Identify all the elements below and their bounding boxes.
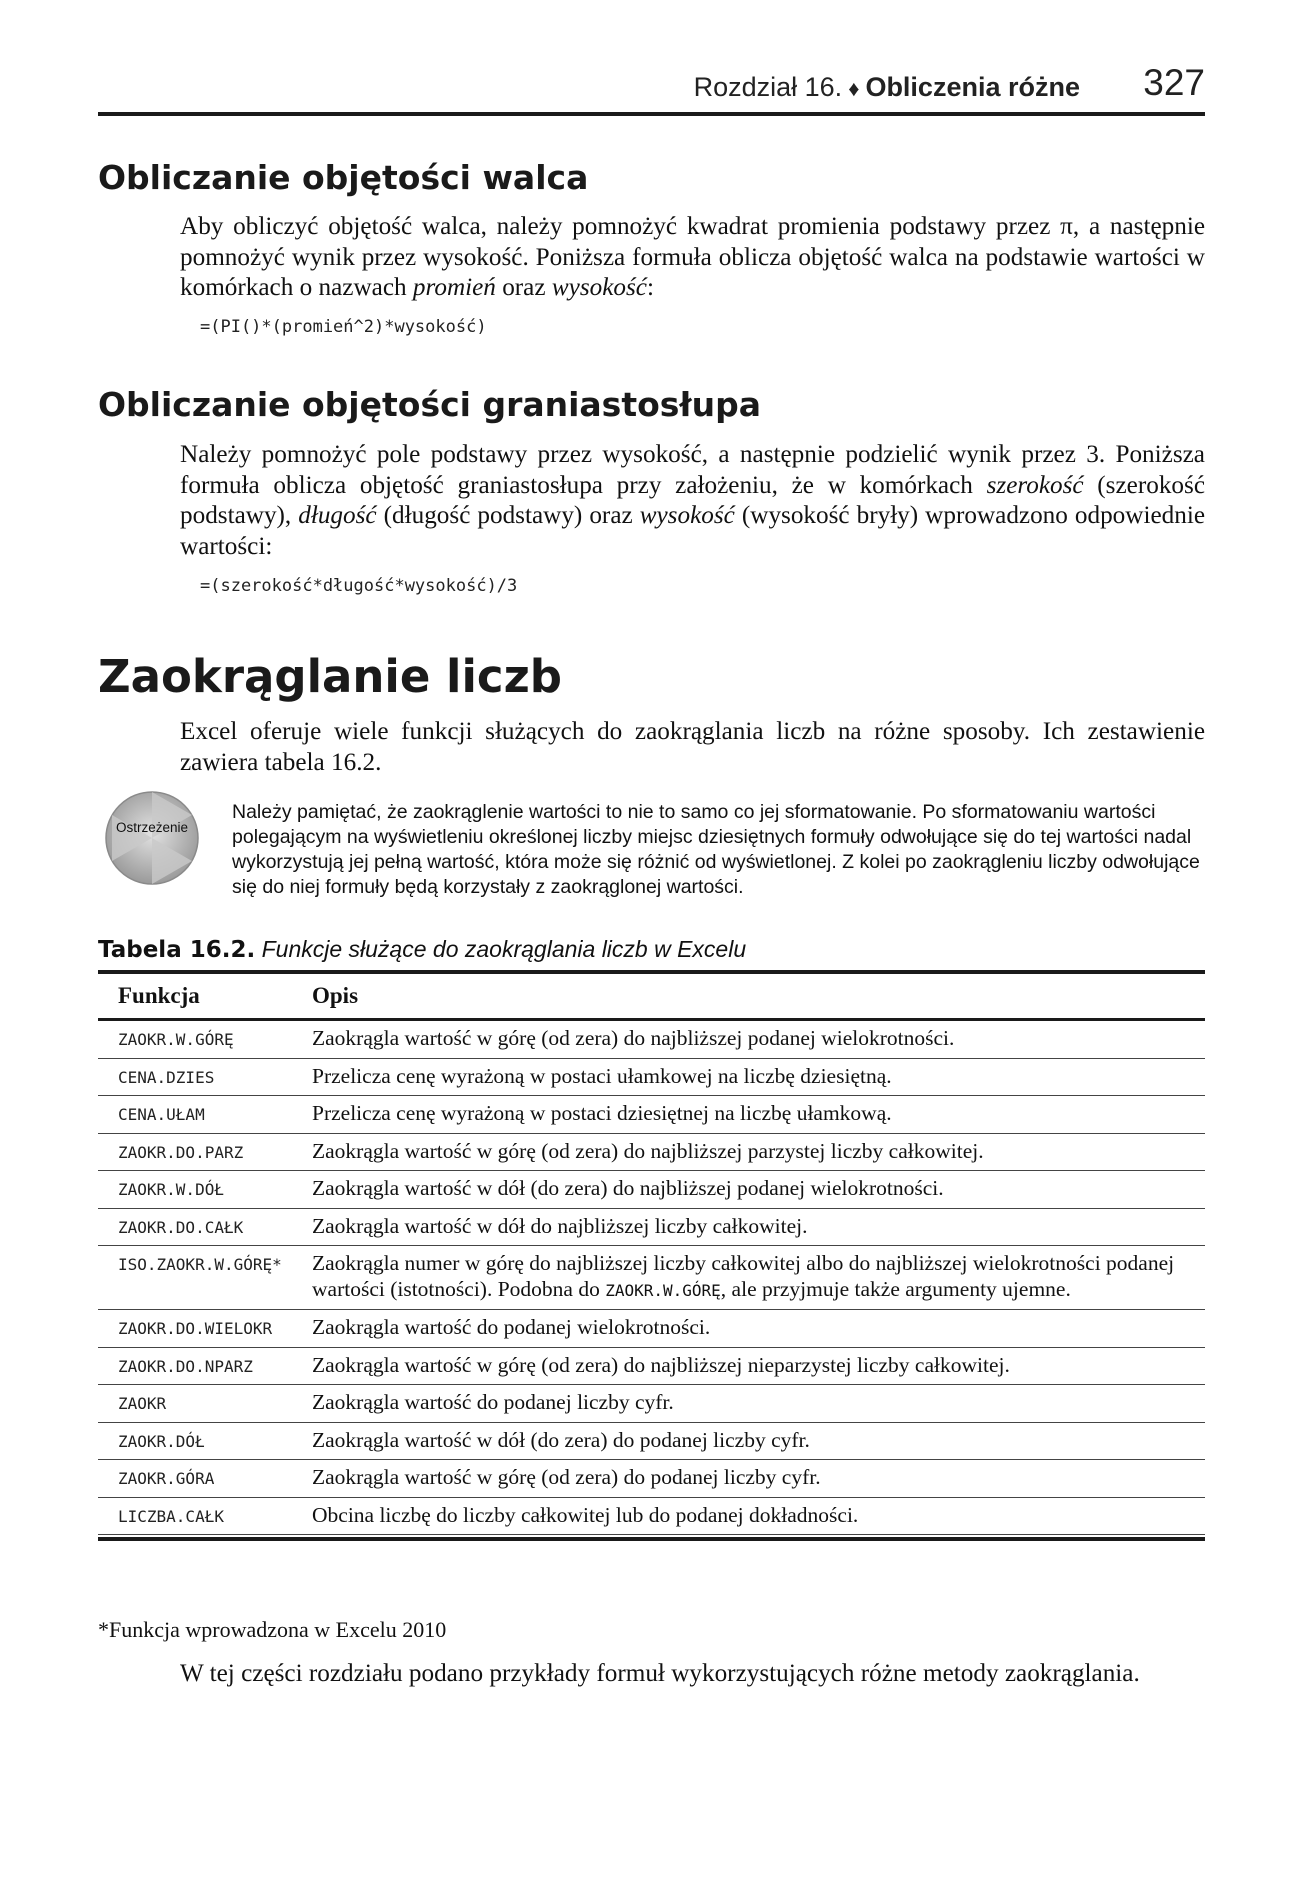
function-name: ZAOKR.DO.PARZ — [118, 1142, 244, 1162]
function-description: Obcina liczbę do liczby całkowitej lub do podanej dokładności. — [312, 1502, 859, 1527]
table-row — [98, 1059, 1205, 1097]
table-row — [98, 1310, 1205, 1348]
table-bottom-rule — [98, 1537, 1205, 1541]
paragraph-prism: Należy pomnożyć pole podstawy przez wysokość, a następnie podzielić wynik przez 3. Poniższa formuła oblicza objętość graniastosłupa przy założeniu, że w komórkach szerokość (szerokość podstawy), długość (długość podstawy) oraz wysokość (wysokość bryły) wprowadzono odpowiednie wartości: — [180, 441, 1205, 560]
term-radius: promień — [412, 274, 496, 301]
function-description: Zaokrągla wartość w dół (do zera) do podanej liczby cyfr. — [312, 1427, 810, 1452]
function-name: ZAOKR.DO.NPARZ — [118, 1356, 253, 1376]
formula-cylinder: =(PI()*(promień^2)*wysokość) — [200, 317, 487, 337]
function-name: CENA.UŁAM — [118, 1105, 205, 1124]
function-description: Zaokrągla numer w górę do najbliższej liczby całkowitej albo do najbliższej wielokrotności podanej wartości (istotności). Podobna do ZAOKR.W.GÓRĘ, ale przyjmuje także argumenty ujemne. — [312, 1251, 1175, 1301]
table-row — [98, 1134, 1205, 1172]
table-caption-text: Funkcje służące do zaokrąglania liczb w Excelu — [261, 936, 747, 962]
function-description: Zaokrągla wartość w górę (od zera) do najbliższej nieparzystej liczby całkowitej. — [312, 1352, 1010, 1377]
inline-function-name: ZAOKR.W.GÓRĘ — [605, 1280, 721, 1300]
warning-icon-label: Ostrzeżenie — [115, 820, 189, 835]
function-name: ZAOKR.DÓŁ — [118, 1431, 205, 1451]
function-name: ZAOKR.GÓRA — [118, 1469, 215, 1488]
function-name: ZAOKR.W.GÓRĘ — [118, 1030, 234, 1049]
table-caption-label: Tabela 16.2. — [98, 937, 256, 963]
table-footnote: *Funkcja wprowadzona w Excelu 2010 — [98, 1617, 447, 1642]
function-description: Zaokrągla wartość w górę (od zera) do najbliższej podanej wielokrotności. — [312, 1026, 955, 1050]
term-height: wysokość — [639, 502, 735, 529]
table-row — [98, 1209, 1205, 1247]
header-description: Opis — [312, 983, 359, 1008]
table-row — [98, 1498, 1205, 1536]
running-header — [98, 62, 1205, 116]
heading-rounding: Zaokrąglanie liczb — [98, 650, 562, 703]
function-description: Zaokrągla wartość do podanej liczby cyfr. — [312, 1390, 674, 1414]
chapter-label: Rozdział 16. ♦ Obliczenia różne — [693, 72, 1080, 102]
function-name: CENA.DZIES — [118, 1067, 215, 1087]
paragraph-cylinder: Aby obliczyć objętość walca, należy pomnożyć kwadrat promienia podstawy przez π, a następnie pomnożyć wynik przez wysokość. Poniższa formuła oblicza objętość walca na podstawie wartości w komórkach o nazwach promień oraz wysokość: — [180, 213, 1205, 301]
page-number: 327 — [1143, 62, 1205, 103]
heading-cylinder: Obliczanie objętości walca — [98, 158, 589, 197]
function-name: ZAOKR.DO.WIELOKR — [118, 1319, 273, 1338]
paragraph-closing: W tej części rozdziału podano przykłady formuł wykorzystujących różne metody zaokrąglania. — [180, 1660, 1140, 1687]
function-name: ZAOKR.DO.CAŁK — [118, 1217, 244, 1237]
formula-prism: =(szerokość*długość*wysokość)/3 — [200, 576, 518, 596]
table-row — [98, 1423, 1205, 1461]
function-description: Zaokrągla wartość w dół do najbliższej liczby całkowitej. — [312, 1213, 808, 1238]
function-description: Zaokrągla wartość w górę (od zera) do najbliższej parzystej liczby całkowitej. — [312, 1138, 984, 1163]
function-description: Przelicza cenę wyrażoną w postaci ułamkowej na liczbę dziesiętną. — [312, 1063, 892, 1088]
term-length: długość — [298, 502, 377, 529]
table-row — [98, 1171, 1205, 1209]
table-row — [98, 1246, 1205, 1310]
chapter-title: Obliczenia różne — [865, 72, 1080, 102]
rounding-functions-table — [98, 970, 1205, 1541]
warning-icon — [104, 790, 200, 886]
function-name: ZAOKR — [118, 1394, 167, 1413]
function-name: ZAOKR.W.DÓŁ — [118, 1180, 224, 1199]
function-description: Zaokrągla wartość w dół (do zera) do najbliższej podanej wielokrotności. — [312, 1176, 944, 1200]
table-header-row — [98, 974, 1205, 1021]
term-height: wysokość — [551, 274, 647, 301]
paragraph-rounding-intro: Excel oferuje wiele funkcji służących do zaokrąglania liczb na różne sposoby. Ich zestawienie zawiera tabela 16.2. — [180, 718, 1205, 776]
table-row — [98, 1460, 1205, 1498]
term-width: szerokość — [986, 471, 1084, 499]
table-row — [98, 1021, 1205, 1059]
function-description: Zaokrągla wartość w górę (od zera) do podanej liczby cyfr. — [312, 1465, 821, 1489]
header-function: Funkcja — [118, 983, 200, 1008]
diamond-icon: ♦ — [848, 76, 860, 101]
function-description: Zaokrągla wartość do podanej wielokrotności. — [312, 1315, 711, 1339]
warning-text: Należy pamiętać, że zaokrąglenie wartości to nie to samo co jej sformatowanie. Po sformatowaniu wartości polegającym na wyświetleniu określonej liczby miejsc dziesiętnych formuły odwołujące się do tej wartości nadal wykorzystują jej pełną wartość, która może się różnić od wyświetlonej. Z kolei po zaokrągleniu liczby odwołujące się do niej formuły będą korzystały z zaokrąglonej wartości. — [232, 801, 1200, 898]
function-name: LICZBA.CAŁK — [118, 1506, 224, 1526]
heading-prism: Obliczanie objętości graniastosłupa — [98, 385, 762, 424]
table-row — [98, 1348, 1205, 1386]
table-row — [98, 1096, 1205, 1134]
function-name: ISO.ZAOKR.W.GÓRĘ* — [118, 1255, 282, 1274]
table-row — [98, 1385, 1205, 1423]
function-description: Przelicza cenę wyrażoną w postaci dziesiętnej na liczbę ułamkową. — [312, 1101, 892, 1125]
table-caption — [98, 936, 746, 963]
